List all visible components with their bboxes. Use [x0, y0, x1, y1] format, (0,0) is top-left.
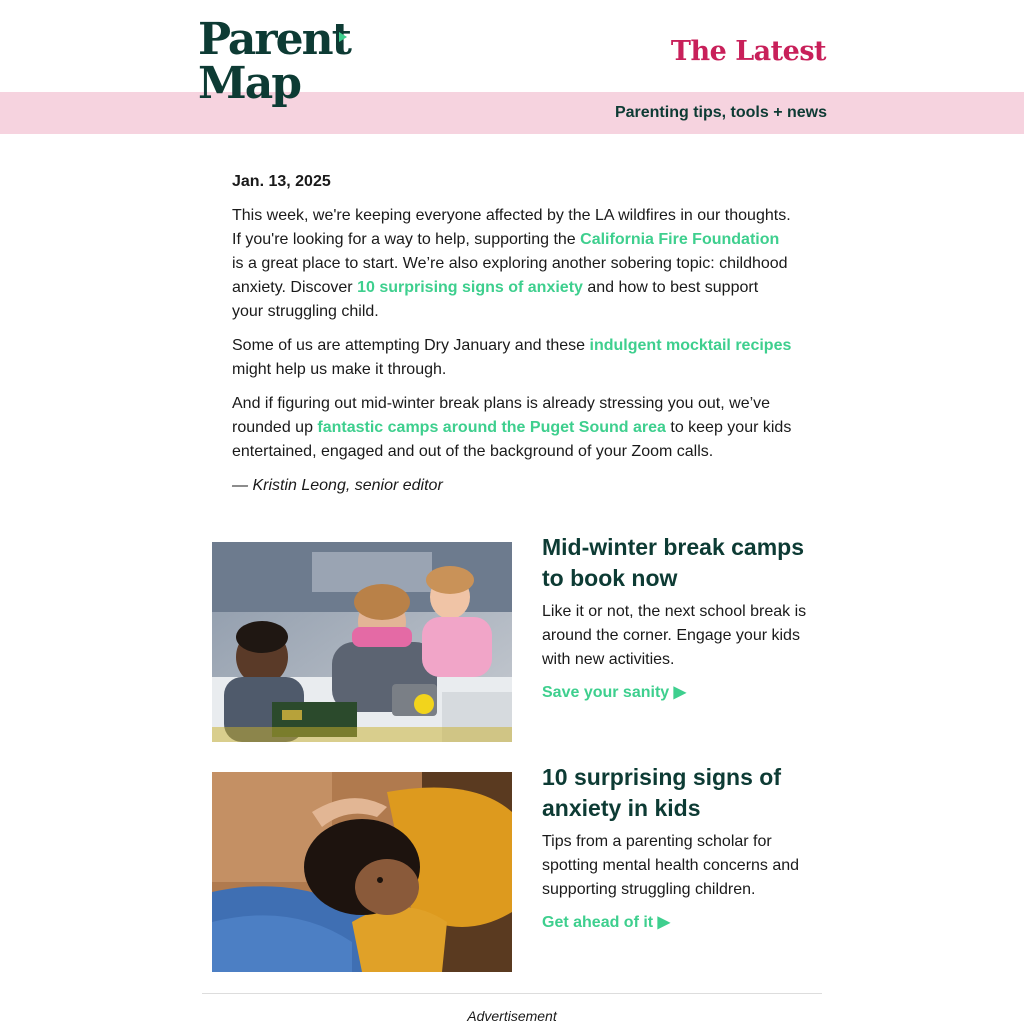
california-fire-foundation-link[interactable]: California Fire Foundation: [580, 231, 780, 248]
tagline-band: [0, 92, 1024, 134]
intro-paragraph-3: [232, 392, 792, 464]
section-title: The Latest: [670, 36, 826, 67]
advertisement-label: Advertisement: [467, 1008, 557, 1024]
article-title[interactable]: 10 surprising signs of anxiety in kids: [542, 764, 781, 821]
parentmap-logo[interactable]: [198, 14, 358, 122]
mocktail-recipes-link[interactable]: indulgent mocktail recipes: [589, 337, 792, 354]
article-text: [542, 532, 814, 702]
save-your-sanity-link[interactable]: Save your sanity ▶: [542, 684, 686, 701]
get-ahead-link[interactable]: Get ahead of it ▶: [542, 914, 670, 931]
article-description: Like it or not, the next school break is around the corner. Engage your kids with new activities.: [542, 603, 807, 668]
intro-paragraph-1: [232, 204, 792, 324]
article-description: Tips from a parenting scholar for spotting mental health concerns and supporting struggling children.: [542, 833, 800, 898]
divider: [202, 993, 822, 994]
kids-robotics-photo[interactable]: [212, 542, 512, 742]
p3-text-a: And if figuring out mid-winter break plans is already stressing you out, we’ve rounded up: [232, 395, 771, 436]
article-title[interactable]: Mid-winter break camps to book now: [542, 534, 805, 591]
logo-line-2: Map: [198, 58, 300, 109]
intro-paragraph-2: [232, 334, 792, 382]
tagline: Parenting tips, tools + news: [614, 104, 827, 121]
p1-text-a: This week, we're keeping everyone affected by the LA wildfires in our thoughts. If you're looking for a way to help, supporting the: [232, 207, 791, 248]
p3-text-b: to keep your kids entertained, engaged and out of the background of your Zoom calls.: [232, 419, 792, 460]
article-card-anxiety: [212, 762, 812, 962]
header: [0, 0, 1024, 109]
article-text: [542, 762, 814, 932]
puget-sound-camps-link[interactable]: fantastic camps around the Puget Sound area: [317, 419, 666, 436]
signs-of-anxiety-link[interactable]: 10 surprising signs of anxiety: [357, 279, 583, 296]
p1-text-b: is a great place to start. We’re also exploring another sobering topic: childhood anxiety. Discover: [232, 255, 788, 296]
issue-date: Jan. 13, 2025: [232, 173, 331, 190]
play-triangle-icon: [339, 32, 347, 42]
article-card-camps: [212, 532, 812, 732]
anxious-child-photo[interactable]: [212, 772, 512, 972]
p1-text-c: and how to best support your struggling child.: [232, 279, 759, 320]
intro-section: [232, 170, 792, 508]
p2-text-a: Some of us are attempting Dry January and these: [232, 337, 590, 354]
logo-line-1: Parent: [198, 14, 350, 65]
p2-text-b: might help us make it through.: [232, 361, 447, 378]
editor-signature: — Kristin Leong, senior editor: [232, 477, 443, 494]
